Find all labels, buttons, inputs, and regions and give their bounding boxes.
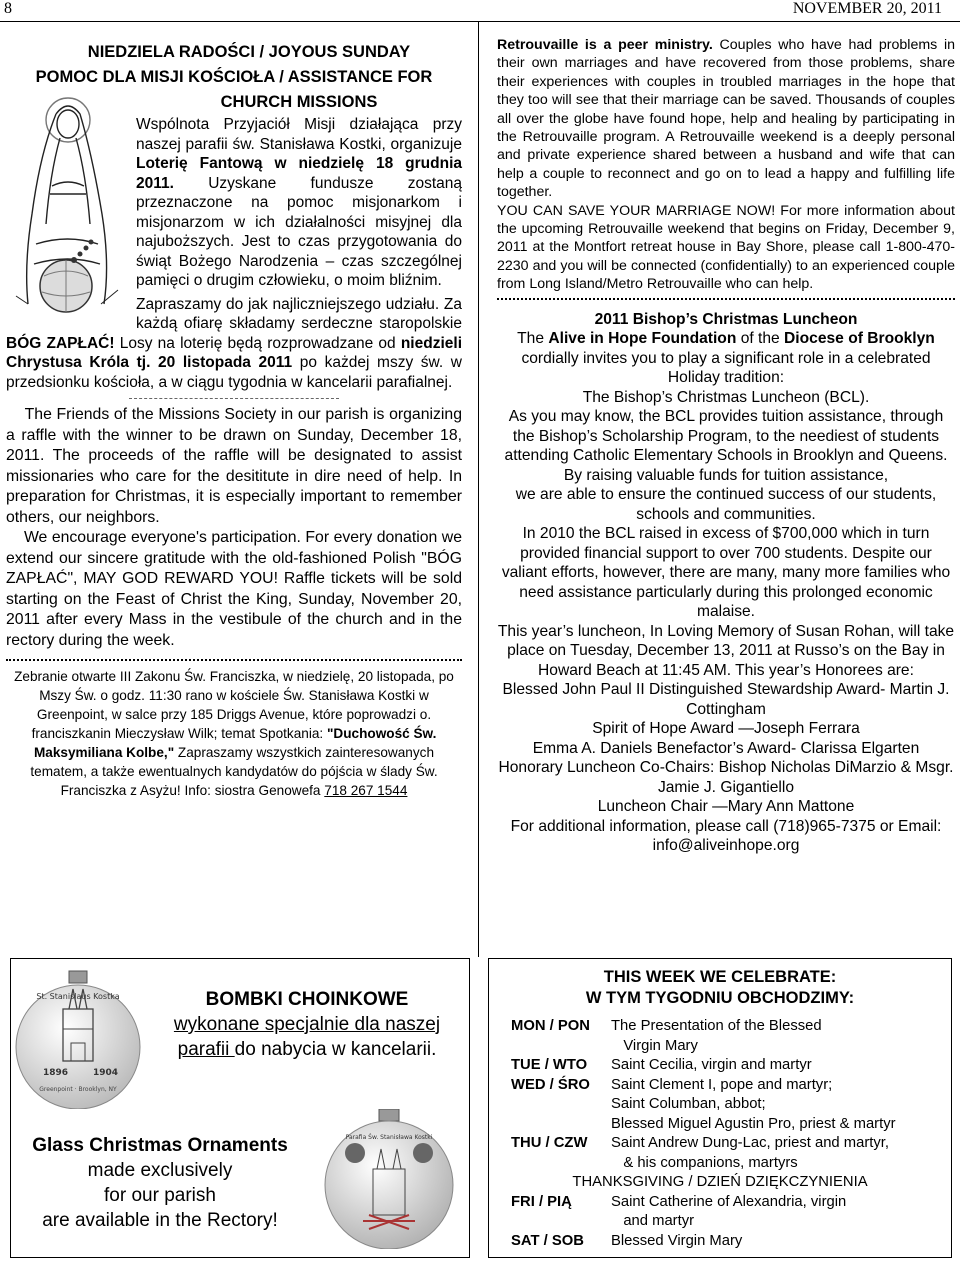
- feast-line: Saint Catherine of Alexandria, virgin: [611, 1193, 847, 1210]
- retro-text: Couples who have had problems in their own marriages and have recovered from those problems, share their experiences with couples in troubled marriages in the hope that they too will see that their marriage can be saved. Thousands of couples all over the globe have found hope, help and healing by participating in the Retrouvaille program. A Retrouvaille weekend is a deeply personal and private experience shared between a husband and wife that can help a couple to reconnect and go on to lead a happy and fulfilling life together.: [497, 37, 955, 201]
- retrouvaille-text-2: [497, 202, 955, 294]
- lunch-text: In 2010 the BCL raised in excess of $700,000 which in turn provided financial support to over 700 students. Despite our valiant efforts, however, there are many, many more families who need assistance particularly during this prolonged economic malaise.: [501, 525, 951, 621]
- separator: [6, 659, 462, 661]
- lunch-text: The Bishop’s Christmas Luncheon (BCL).: [582, 388, 870, 406]
- phone-link[interactable]: 718 267 1544: [324, 783, 408, 798]
- feast-name: [611, 1076, 951, 1135]
- missions-subtitle: CHURCH MISSIONS: [220, 93, 378, 111]
- feast-line: Saint Cecilia, virgin and martyr: [611, 1057, 812, 1073]
- feast-line: Blessed Virgin Mary: [611, 1232, 743, 1249]
- feast-line: Saint Columban, abbot;: [611, 1096, 766, 1112]
- ornaments-polish-text: do nabycia w kancelarii.: [234, 1039, 437, 1060]
- lunch-text: cordially invites you to play a significant role in a celebrated Holiday tradition:: [521, 349, 931, 387]
- ornaments-english-text: for our parish: [104, 1185, 216, 1206]
- ornaments-english-title: Glass Christmas Ornaments: [32, 1135, 288, 1156]
- feast-line: Blessed Miguel Agustin Pro, priest & martyr: [611, 1115, 896, 1132]
- missions-english-text-2: [6, 528, 462, 651]
- retrouvaille-lead: Retrouvaille is a peer ministry.: [497, 37, 713, 53]
- chair: Luncheon Chair —Mary Ann Mattone: [597, 798, 855, 816]
- ornaments-english-ad: [15, 1133, 305, 1233]
- honoree: Emma A. Daniels Benefactor’s Award- Clarissa Elgarten: [532, 739, 920, 757]
- separator: [497, 298, 955, 300]
- missions-title: POMOC DLA MISJI KOŚCIOŁA / ASSISTANCE FOR: [35, 68, 433, 86]
- ornaments-box: [10, 958, 470, 1258]
- page-number: 8: [4, 0, 12, 17]
- ornaments-polish-text: wykonane specjalnie dla naszej parafii: [173, 1014, 441, 1060]
- pl-sale-date: niedzieli Chrystusa Króla tj. 20 listopada 2011: [6, 334, 462, 371]
- missions-polish-text: [6, 90, 462, 291]
- feast-line: and martyr: [611, 1213, 695, 1229]
- retro-text: YOU CAN SAVE YOUR MARRIAGE NOW! For more information about the upcoming Retrouvaille weekend that begins on Friday, December 9, 2011 at the Montfort retreat house in Bay Shore, please call 1-800-470-2230 and you will be connected (confidentially) to an experienced couple from Long Island/Metro Retrouvaille who can help.: [497, 202, 955, 293]
- tz-text: Zapraszamy wszystkich zainteresowanych tematem, a także ewentualnych kandydatów do pójścia w ślady Św. Franciszka z Asyżu! Info: siostra Genowefa: [30, 745, 438, 798]
- feast-row: [489, 1076, 951, 1135]
- pl-text: Wspólnota Przyjaciół Misji działająca przy naszej parafii św. Stanisława Kostki, organizuje: [136, 116, 462, 153]
- diocese-name: Diocese of Brooklyn: [784, 330, 935, 348]
- honoree: Blessed John Paul II Distinguished Stewardship Award- Martin J. Cottingham: [502, 681, 950, 718]
- missions-article: [6, 40, 462, 800]
- feast-name: [611, 1193, 951, 1232]
- feast-day: TUE / WTO: [511, 1057, 588, 1073]
- feast-row: [489, 1232, 951, 1252]
- feast-day: MON / PON: [511, 1018, 590, 1034]
- madonna-illustration: [6, 94, 126, 326]
- feast-row: [489, 1134, 951, 1173]
- lunch-text: The: [517, 330, 549, 348]
- feast-line: & his companions, martyrs: [611, 1154, 798, 1171]
- ornament-church-image: [315, 1109, 463, 1249]
- feast-row: [489, 1017, 951, 1056]
- feast-row: [489, 1193, 951, 1232]
- separator: [129, 398, 339, 399]
- pl-text: Zapraszamy do jak najliczniejszego udziału. Za każdą ofiarę składamy serdeczne staropolskie: [136, 295, 462, 332]
- this-week-title: THIS WEEK WE CELEBRATE:: [603, 968, 837, 986]
- feast-day: THU / CZW: [511, 1135, 588, 1151]
- ornaments-english-text: are available in the Rectory!: [42, 1210, 278, 1231]
- tz-topic: "Duchowość Św. Maksymiliana Kolbe,": [33, 726, 437, 760]
- feast-name: [611, 1017, 951, 1056]
- lunch-text: As you may know, the BCL provides tuition assistance, through the Bishop’s Scholarship Program, to the neediest of students attending Catholic Elementary Schools in Brooklyn and Queens.: [504, 408, 948, 465]
- tz-text: Zebranie otwarte III Zakonu Św. Franciszka, w niedzielę, 20 listopada, po Mszy Św. o godz. 11:30 rano w kościele Św. Stanisława Kostki w Greenpoint, w salce przy 185 Driggs Avenue, które poprowadzi o. franciszkanin Mieczysław Wilk; temat Spotkania:: [14, 669, 454, 741]
- feast-name: [611, 1056, 951, 1076]
- page-header: [0, 0, 960, 22]
- this-week-box: [488, 958, 952, 1258]
- ornament-2-caption: Parafia Św. Stanisława Kostki: [345, 1134, 433, 1141]
- ornament-1-location: Greenpoint · Brooklyn, NY: [39, 1086, 117, 1093]
- lunch-text: of the: [736, 330, 785, 348]
- ornament-kostka-image: [13, 969, 143, 1109]
- feast-day: FRI / PIĄ: [511, 1193, 572, 1210]
- thanksgiving-row: THANKSGIVING / DZIEŃ DZIĘKCZYNIENIA: [572, 1174, 868, 1190]
- feast-day: WED / ŚRO: [511, 1076, 590, 1093]
- en-text: The proceeds of the raffle will be designated to assist missionaries who care for the desititute in dire need of help.: [6, 447, 462, 485]
- ornament-1-year: 1904: [93, 1068, 119, 1078]
- retrouvaille-and-luncheon: [497, 36, 955, 856]
- feast-line: Saint Andrew Dung-Lac, priest and martyr,: [611, 1135, 889, 1151]
- foundation-name: Alive in Hope Foundation: [548, 330, 737, 348]
- feast-list: [489, 1193, 951, 1252]
- ornaments-polish-ad: [149, 987, 465, 1062]
- retrouvaille-text: [497, 36, 955, 202]
- en-text: In preparation for Christmas, it is especially important to remember others, our neighbors.: [6, 467, 462, 526]
- co-chairs: Honorary Luncheon Co-Chairs: Bishop Nicholas DiMarzio & Msgr. Jamie J. Gigantiello: [498, 759, 954, 796]
- ornaments-english-text: made exclusively: [87, 1160, 233, 1181]
- issue-date: NOVEMBER 20, 2011: [792, 0, 942, 17]
- third-order-notice: [6, 667, 462, 800]
- feast-name: [611, 1232, 951, 1252]
- feast-line: Virgin Mary: [611, 1037, 698, 1054]
- ornament-1-year: 1896: [43, 1068, 69, 1078]
- feast-line: Saint Clement I, pope and martyr;: [611, 1076, 833, 1093]
- missions-english-text: [6, 405, 462, 528]
- ornaments-polish-title: BOMBKI CHOINKOWE: [205, 989, 409, 1010]
- luncheon-host: [497, 329, 955, 349]
- ornament-1-caption: St. Stanislaus Kostka: [36, 992, 120, 1001]
- contact-info: For additional information, please call (718)965-7375 or Email: info@aliveinhope.org: [510, 817, 942, 855]
- feast-name: [611, 1134, 951, 1173]
- pl-raffle-date: Loterię Fantową w niedzielę 18 grudnia 2011.: [136, 155, 462, 192]
- lunch-text: This year’s luncheon, In Loving Memory of Susan Rohan, will take place on Tuesday, December 13, 2011 at Russo’s on the Bay in Howard Beach at 11:45 AM. This year’s Honorees are:: [497, 622, 955, 679]
- joyous-sunday-title: NIEDZIELA RADOŚCI / JOYOUS SUNDAY: [87, 43, 411, 61]
- column-divider: [478, 22, 479, 957]
- lunch-text: we are able to ensure the continued success of our students, schools and communities.: [515, 486, 937, 523]
- feast-list: [489, 1017, 951, 1173]
- honoree: Spirit of Hope Award —Joseph Ferrara: [592, 720, 860, 738]
- feast-row: [489, 1056, 951, 1076]
- bog-zaplac: BÓG ZAPŁAĆ!: [6, 334, 115, 352]
- pl-text: Losy na loterię będą rozprowadzane od: [114, 334, 401, 352]
- en-text: We encourage everyone's participation. For every donation we extend our sincere gratitude with the old-fashioned Polish "BÓG ZAPŁAĆ", MAY GOD REWARD YOU! Raffle tickets will be sold starting on the Feast of Christ the King, Sunday, November 20, 2011 after every Mass in the vestibule of the church and in the rectory during the week.: [6, 529, 462, 649]
- lunch-text: By raising valuable funds for tuition assistance,: [563, 466, 889, 484]
- en-text: The Friends of the Missions Society in our parish is organizing a raffle with the winner to be drawn on Sunday, December 18, 2011.: [6, 406, 462, 464]
- pl-text: Uzyskane fundusze zostaną przeznaczone na pomoc misjonarkom i misjonarzom w ich działalności misyjnej dla najuboższych. Jest to czas przygotowania do świąt Bożego Narodzenia – czas szczególnej pamięci o drugim człowieku, o moim bliźnim.: [136, 174, 462, 289]
- feast-line: The Presentation of the Blessed: [611, 1018, 822, 1034]
- header-rule: [0, 21, 960, 22]
- this-week-title-polish: W TYM TYGODNIU OBCHODZIMY:: [585, 989, 855, 1007]
- luncheon-title: 2011 Bishop’s Christmas Luncheon: [594, 310, 858, 328]
- luncheon-notice: [497, 310, 955, 856]
- feast-day: SAT / SOB: [511, 1232, 584, 1249]
- pl-text: po każdej mszy św. w przedsionku kościoła, a w ciągu tygodnia w kancelarii parafialnej.: [6, 354, 462, 391]
